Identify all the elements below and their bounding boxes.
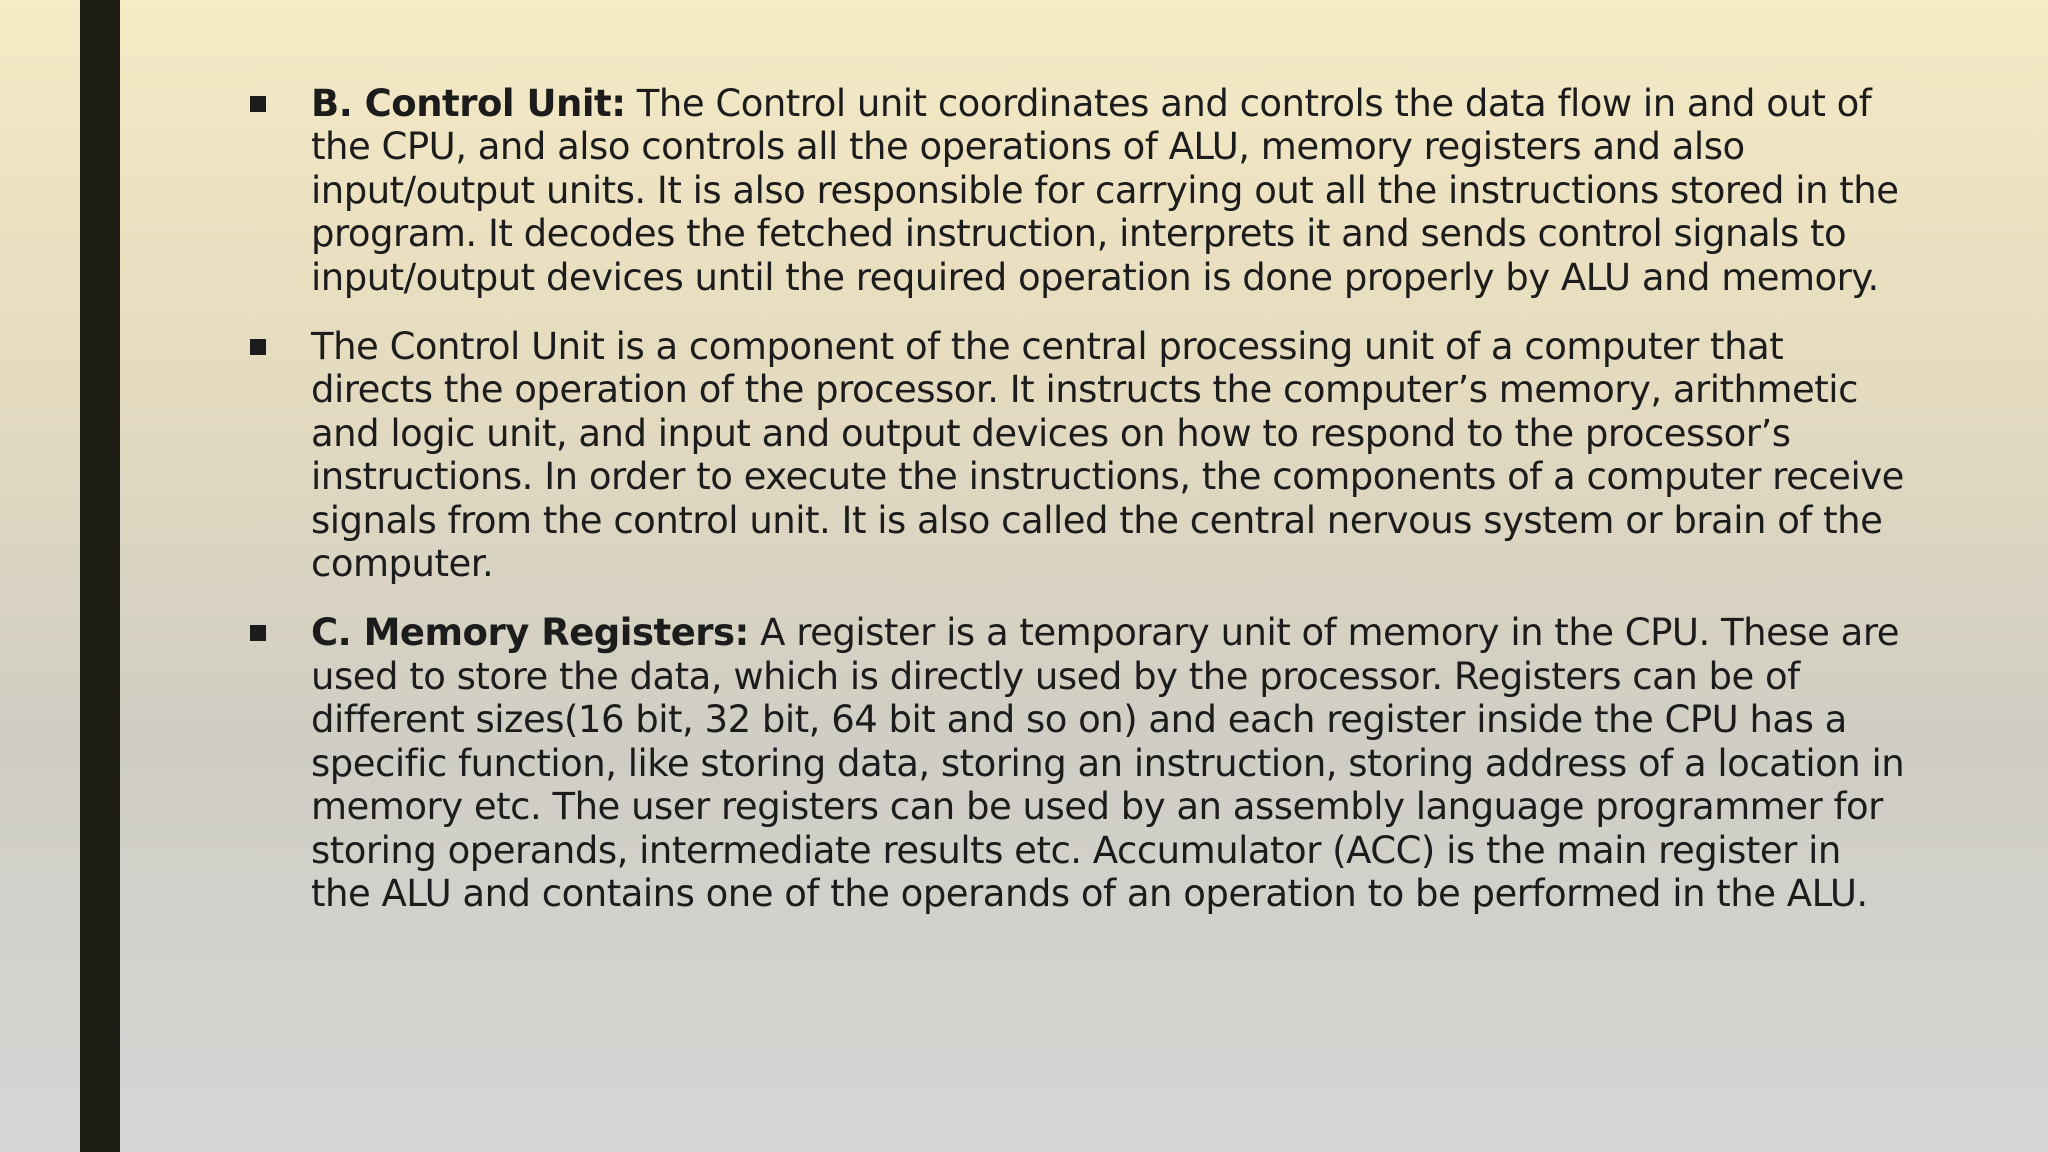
- square-bullet-icon: [250, 96, 266, 112]
- bullet-control-unit: [246, 82, 1906, 299]
- bullet-text: A register is a temporary unit of memory in the CPU. These are used to store the data, which is directly used by the processor. Registers can be of different sizes(16 bit, 32 bit, 64 bit and so on) and each register inside the CPU has a specific function, like storing data, storing an instruction, storing address of a location in memory etc. The user registers can be used by an assembly language programmer for storing operands, intermediate results etc. Accumulator (ACC) is the main register in the ALU and contains one of the operands of an operation to be performed in the ALU.: [311, 611, 1905, 915]
- square-bullet-icon: [250, 625, 266, 641]
- bullet-control-unit-description: [246, 325, 1906, 585]
- bullet-memory-registers: [246, 611, 1906, 915]
- bullet-text: The Control unit coordinates and controls the data flow in and out of the CPU, and also controls all the operations of ALU, memory registers and also input/output units. It is also responsible for carrying out all the instructions stored in the program. It decodes the fetched instruction, interprets it and sends control signals to input/output devices until the required operation is done properly by ALU and memory.: [311, 82, 1899, 299]
- bullet-title: B. Control Unit:: [311, 82, 626, 125]
- bullet-text: The Control Unit is a component of the central processing unit of a computer that directs the operation of the processor. It instructs the computer’s memory, arithmetic and logic unit, and input and output devices on how to respond to the processor’s instructions. In order to execute the instructions, the components of a computer receive signals from the control unit. It is also called the central nervous system or brain of the computer.: [311, 325, 1904, 586]
- bullet-title: C. Memory Registers:: [311, 611, 749, 655]
- slide-content: [246, 82, 1906, 941]
- decorative-side-bar: [80, 0, 120, 1152]
- square-bullet-icon: [250, 339, 266, 355]
